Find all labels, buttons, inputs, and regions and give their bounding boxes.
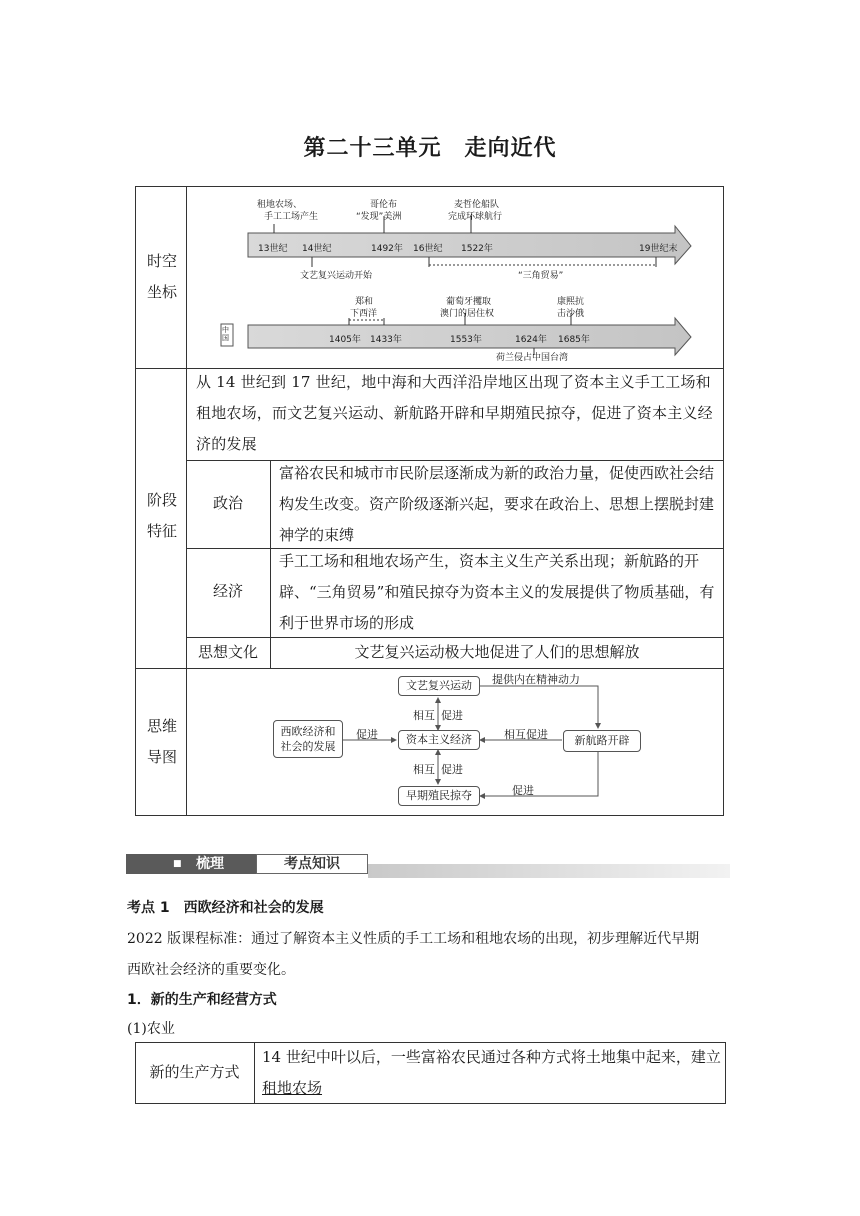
china-tick-5: 1685年 (558, 335, 590, 345)
kaodian-heading: 考点 1 西欧经济和社会的发展 (127, 900, 324, 916)
culture-text: 文艺复兴运动极大地促进了人们的思想解放 (354, 643, 640, 661)
mindmap-node-new-route: 新航路开辟 (563, 730, 641, 752)
china-below: 荷兰侵占中国台湾 (496, 353, 569, 363)
mindmap-label-spirit: 提供内在精神动力 (492, 673, 580, 686)
china-event-1b: 下西洋 (350, 309, 378, 319)
world-below-1: 文艺复兴运动开始 (300, 271, 373, 281)
politics-label: 政治 (212, 494, 243, 512)
mindmap-label-promote-left: 促进 (356, 728, 378, 741)
agriculture-table-text: 14 世纪中叶以后，一些富裕农民通过各种方式将土地集中起来，建立 租地农场 (262, 1048, 721, 1097)
answer-rental-farm: 租地农场 (262, 1079, 323, 1097)
world-event-3b: 完成环球航行 (448, 212, 503, 222)
economy-text: 手工工场和租地农场产生，资本主义生产关系出现；新航路的开辟、“三角贸易”和殖民掠夺为资本主义的发展提供了物质基础，有利于世界市场的形成 (279, 552, 715, 632)
china-tick-3: 1553年 (450, 335, 482, 345)
banner-knowledge: 考点知识 (256, 854, 368, 874)
mindmap-label-mutual-bottom: 相互 (413, 763, 435, 776)
mindmap-label-promote-top: 促进 (441, 709, 463, 722)
row-label-mind-map: 思维 导图 (146, 717, 177, 766)
world-tick-2: 14世纪 (302, 244, 332, 254)
china-tick-2: 1433年 (370, 335, 402, 345)
world-tick-1: 13世纪 (258, 244, 288, 254)
mindmap-node-west-europe: 西欧经济和 社会的发展 (273, 720, 343, 758)
row-label-stage-features: 阶段 特征 (146, 491, 177, 540)
china-event-3b: 击沙俄 (557, 309, 585, 319)
row-label-time-coordinate: 时空 坐标 (146, 252, 177, 301)
world-tick-6: 19世纪末 (639, 244, 678, 254)
world-tick-4: 16世纪 (413, 244, 443, 254)
china-tick-1: 1405年 (329, 335, 361, 345)
politics-text: 富裕农民和城市市民阶层逐渐成为新的政治力量，促使西欧社会结构发生改变。资产阶级逐渐兴起，要求在政治上、思想上摆脱封建神学的束缚 (279, 464, 715, 544)
mindmap-label-mutual-top: 相互 (413, 709, 435, 722)
mindmap-node-renaissance: 文艺复兴运动 (398, 676, 480, 696)
china-label: 中国 (222, 326, 229, 342)
world-event-1a: 租地农场、 (257, 200, 303, 210)
mindmap-label-promote-bottom-right: 促进 (512, 784, 534, 797)
china-event-3a: 康熙抗 (557, 297, 585, 307)
mindmap-label-promote-bottom: 促进 (441, 763, 463, 776)
economy-label: 经济 (212, 582, 243, 600)
china-event-1a: 郑和 (355, 297, 374, 307)
world-event-3a: 麦哲伦船队 (454, 200, 500, 210)
china-event-2a: 葡萄牙攫取 (446, 297, 492, 307)
heading-agriculture: (1)农业 (127, 1021, 175, 1037)
china-event-2b: 澳门的居住权 (440, 309, 495, 319)
culture-label: 思想文化 (197, 643, 258, 661)
stage-summary: 从 14 世纪到 17 世纪，地中海和大西洋沿岸地区出现了资本主义手工工场和租地农场，而文艺复兴运动、新航路开辟和早期殖民掠夺，促进了资本主义经济的发展 (196, 373, 713, 453)
world-tick-5: 1522年 (461, 244, 493, 254)
world-event-1b: 手工工场产生 (264, 212, 319, 222)
banner-sort: ■ 梳理 (126, 854, 256, 874)
agriculture-table-label: 新的生产方式 (149, 1063, 240, 1081)
world-below-2: “三角贸易” (518, 271, 564, 281)
curriculum-standard-line2: 西欧社会经济的重要变化。 (127, 962, 295, 978)
world-event-2a: 哥伦布 (370, 200, 398, 210)
mindmap-label-mutual-right: 相互促进 (504, 728, 548, 741)
world-tick-3: 1492年 (371, 244, 403, 254)
mindmap-node-capitalism: 资本主义经济 (398, 730, 480, 750)
china-tick-4: 1624年 (515, 335, 547, 345)
world-event-2b: “发现”美洲 (356, 212, 402, 222)
heading-1: 1．新的生产和经营方式 (127, 992, 277, 1008)
banner-stripe (368, 864, 730, 878)
mindmap-node-colonial: 早期殖民掠夺 (398, 786, 480, 806)
curriculum-standard-line1: 2022 版课程标准：通过了解资本主义性质的手工工场和租地农场的出现，初步理解近代早期 (127, 931, 700, 947)
page-title: 第二十三单元 走向近代 (303, 136, 557, 161)
